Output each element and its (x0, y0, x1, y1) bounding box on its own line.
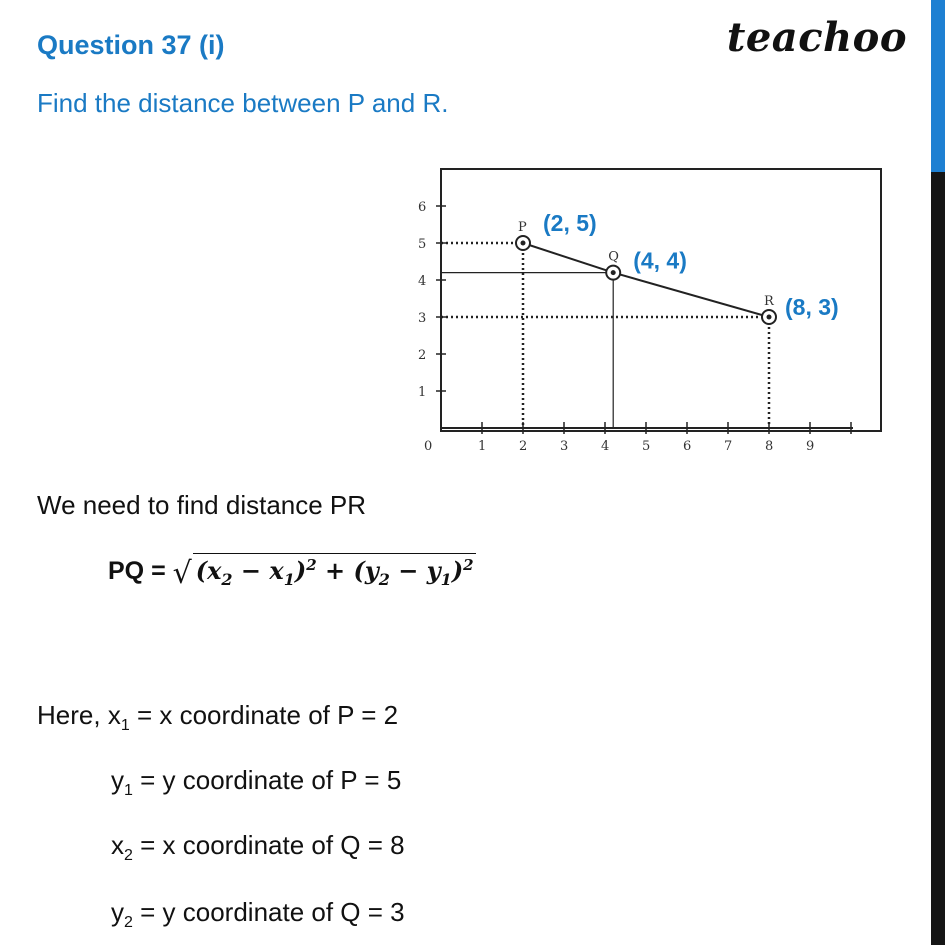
point-q-dot (611, 270, 616, 275)
segment-pq (523, 243, 613, 273)
point-p-coordinates: (2, 5) (543, 210, 597, 236)
y-tick-label: 4 (418, 274, 427, 289)
point-r-dot (767, 315, 772, 320)
x-tick-label: 6 (683, 439, 692, 454)
given-x2: $x_2 = x$ coordinate of Q = 8 (111, 830, 405, 865)
point-q-label: Q (608, 249, 619, 265)
formula-radicand: $(x_2 - x_1)^2 + (y_2 - y_1)^2$ (193, 553, 476, 585)
x-tick-label: 3 (560, 439, 569, 454)
x-tick-label: 8 (765, 439, 774, 454)
point-p-dot (521, 241, 526, 246)
y-tick-label: 2 (418, 348, 427, 363)
y-tick-label: 6 (418, 200, 427, 215)
point-q-coordinates: (4, 4) (633, 247, 687, 274)
formula-lhs: PQ = (108, 557, 173, 585)
given-y1: $y_1 = y$ coordinate of P = 5 (111, 765, 402, 800)
brand-logo: teachoo (726, 14, 907, 61)
x-tick-label: 5 (642, 439, 651, 454)
sqrt-symbol: √ (172, 556, 192, 591)
x-tick-label: 4 (601, 439, 610, 454)
question-text: Find the distance between P and R. (37, 88, 449, 118)
solution-intro: We need to find distance PR (37, 490, 367, 520)
point-r-coordinates: (8, 3) (785, 294, 839, 320)
distance-formula (108, 556, 476, 591)
y-tick-label: 1 (418, 385, 427, 400)
y-tick-label: 5 (418, 237, 427, 252)
side-accent-bar (931, 0, 945, 172)
x-tick-label: 1 (478, 439, 487, 454)
segment-qr (613, 273, 769, 317)
y-tick-label: 3 (418, 311, 427, 326)
point-r-label: R (764, 294, 774, 309)
x-tick-label: 0 (424, 439, 433, 454)
point-p-label: P (518, 220, 527, 235)
question-title: Question 37 (i) (37, 30, 225, 60)
x-tick-label: 9 (806, 439, 815, 454)
side-dark-strip (931, 172, 945, 945)
x-tick-label: 7 (724, 439, 733, 454)
given-x1: Here, $x_1 = x$ coordinate of P = 2 (37, 700, 399, 735)
coordinate-graph (408, 160, 888, 460)
x-tick-label: 2 (519, 439, 528, 454)
given-y2: $y_2 = y$ coordinate of Q = 3 (111, 897, 405, 932)
